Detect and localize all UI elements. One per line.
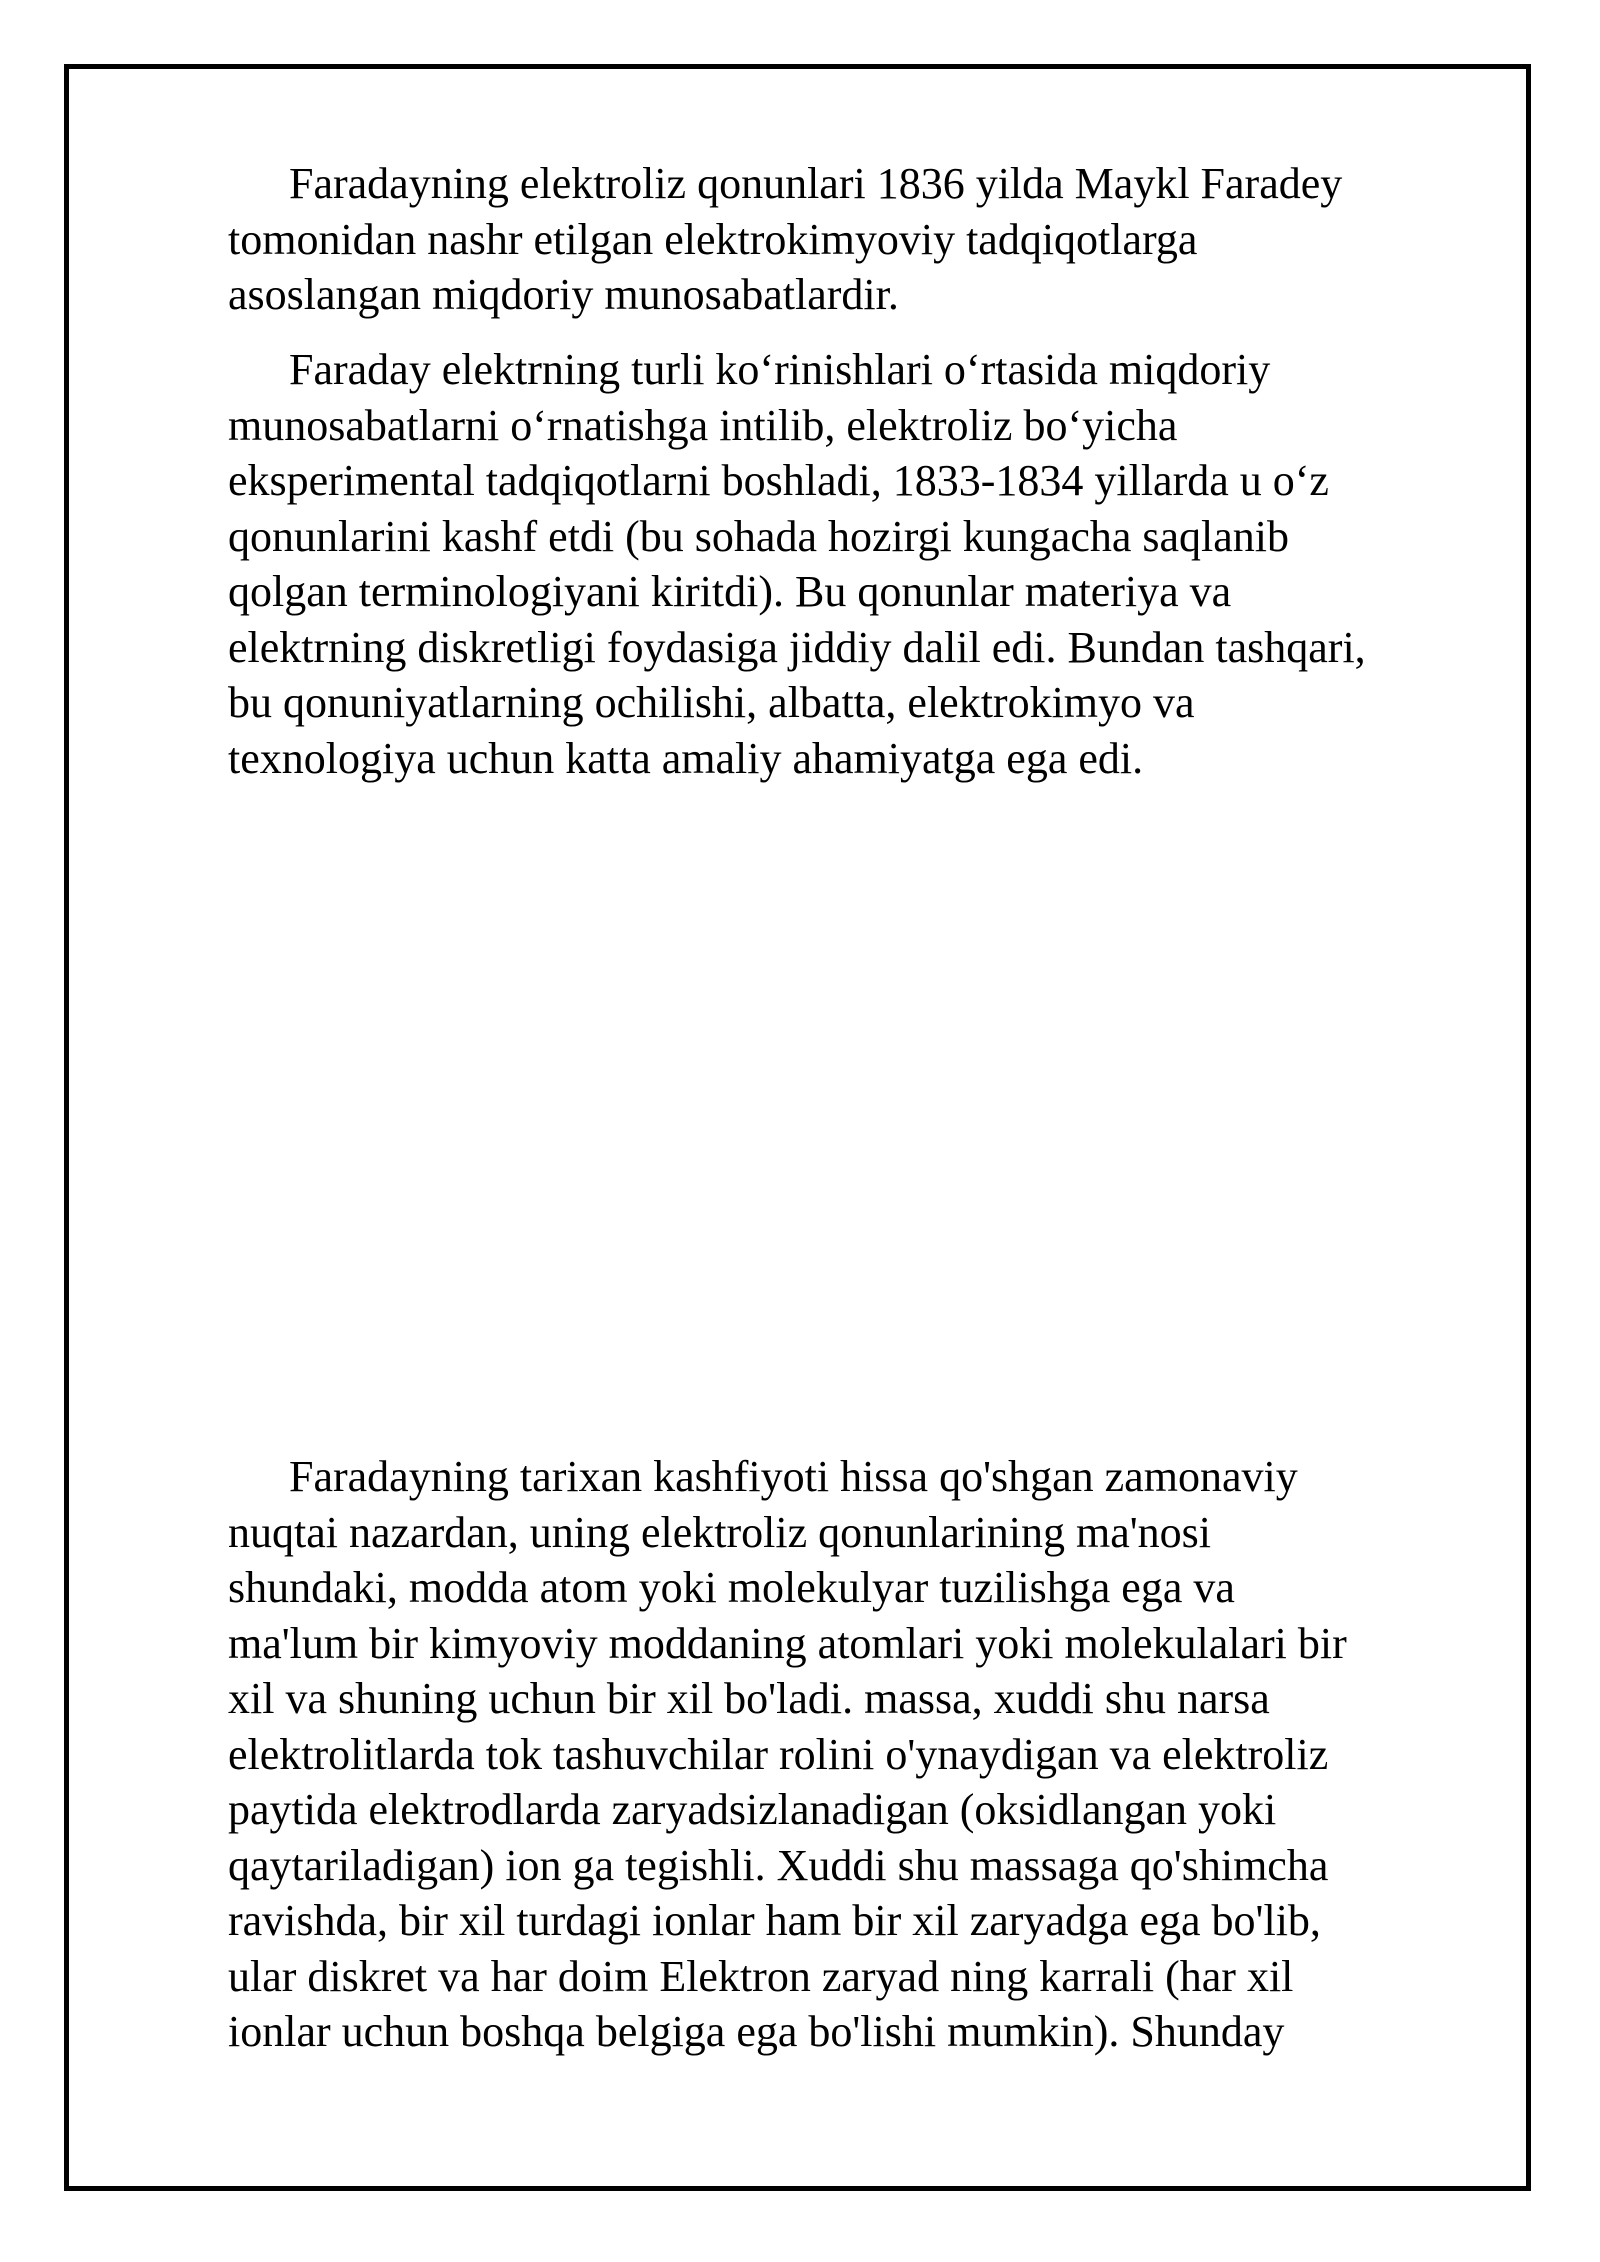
text-line: qaytariladigan) ion ga tegishli. Xuddi shu massaga qo'shimcha bbox=[228, 1840, 1329, 1890]
text-line: elektrning diskretligi foydasiga jiddiy dalil edi. Bundan tashqari, bbox=[228, 622, 1366, 672]
text-line: nuqtai nazardan, uning elektroliz qonunlarining ma'nosi bbox=[228, 1507, 1211, 1557]
text-line: bu qonuniyatlarning ochilishi, albatta, elektrokimyo va bbox=[228, 678, 1195, 727]
text-line: Faradayning tarixan kashfiyoti hissa qo'shgan zamonaviy bbox=[289, 1452, 1298, 1501]
text-line: ular diskret va har doim Elektron zaryad ning karrali (har xil bbox=[228, 1951, 1294, 2001]
text-line: munosabatlarni o‘rnatishga intilib, elektroliz bo‘yicha bbox=[228, 400, 1178, 450]
text-line: Faradayning elektroliz qonunlari 1836 yilda Maykl Faradey bbox=[289, 159, 1343, 208]
text-line: elektrolitlarda tok tashuvchilar rolini o'ynaydigan va elektroliz bbox=[228, 1729, 1329, 1779]
text-line: xil va shuning uchun bir xil bo'ladi. massa, xuddi shu narsa bbox=[228, 1674, 1270, 1723]
text-line: tomonidan nashr etilgan elektrokimyoviy tadqiqotlarga bbox=[228, 214, 1198, 264]
text-line: eksperimental tadqiqotlarni boshladi, 1833-1834 yillarda u o‘z bbox=[228, 456, 1329, 505]
paragraph-1 bbox=[228, 156, 1498, 323]
text-line: paytida elektrodlarda zaryadsizlanadigan (oksidlangan yoki bbox=[228, 1785, 1277, 1834]
paragraph-3 bbox=[228, 1449, 1498, 2060]
text-line: ma'lum bir kimyoviy moddaning atomlari yoki molekulalari bir bbox=[228, 1618, 1347, 1668]
text-line: qolgan terminologiyani kiritdi). Bu qonunlar materiya va bbox=[228, 567, 1232, 616]
text-line: Faraday elektrning turli ko‘rinishlari o‘rtasida miqdoriy bbox=[289, 345, 1271, 394]
text-line: qonunlarini kashf etdi (bu sohada hozirgi kungacha saqlanib bbox=[228, 511, 1290, 561]
text-line: texnologiya uchun katta amaliy ahamiyatga ega edi. bbox=[228, 733, 1144, 783]
text-line: asoslangan miqdoriy munosabatlardir. bbox=[228, 270, 899, 319]
paragraph-2 bbox=[228, 342, 1498, 786]
text-line: shundaki, modda atom yoki molekulyar tuzilishga ega va bbox=[228, 1563, 1235, 1612]
text-line: ravishda, bir xil turdagi ionlar ham bir xil zaryadga ega bo'lib, bbox=[228, 1896, 1321, 1945]
text-line: ionlar uchun boshqa belgiga ega bo'lishi mumkin). Shunday bbox=[228, 2007, 1285, 2056]
